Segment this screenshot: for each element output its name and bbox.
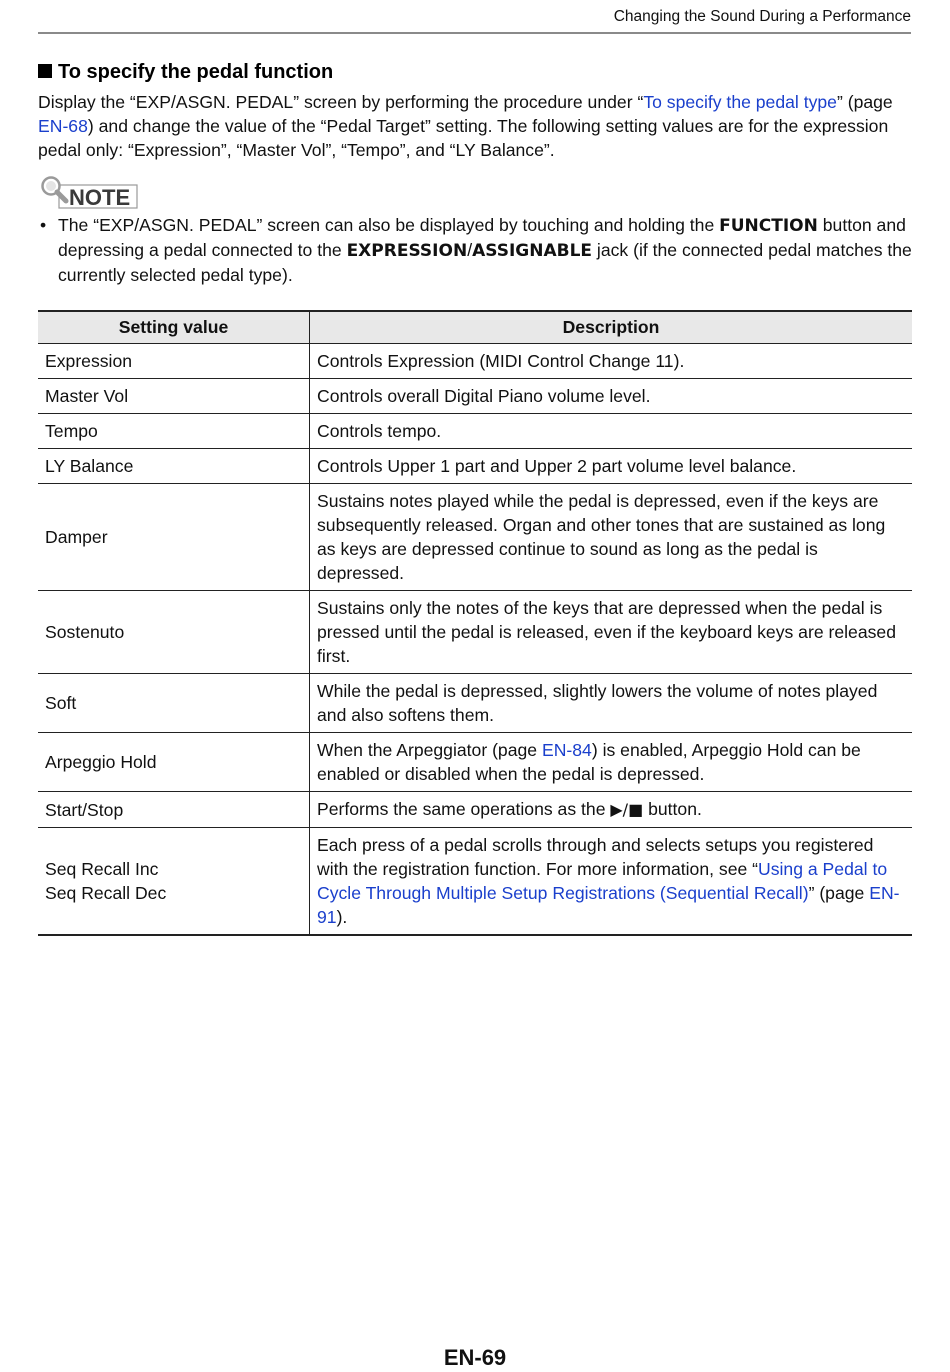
description-text: button. <box>643 799 702 819</box>
header-description: Description <box>310 311 913 344</box>
black-square-icon <box>38 64 52 78</box>
description-cell <box>310 733 913 792</box>
setting-cell: Expression <box>38 344 310 379</box>
setting-cell: LY Balance <box>38 449 310 484</box>
link-specify-pedal-type[interactable]: To specify the pedal type <box>643 92 837 112</box>
note-badge <box>39 176 139 210</box>
header-rule <box>38 32 911 34</box>
table-row <box>38 792 912 828</box>
table-row <box>38 414 912 449</box>
note-text-3: jack (if the connected pedal matches the currently selected pedal type). <box>58 240 912 285</box>
setting-cell: Arpeggio Hold <box>38 733 310 792</box>
table-row <box>38 591 912 674</box>
table-row <box>38 674 912 733</box>
link-page-en-84[interactable]: EN-84 <box>541 740 592 760</box>
assignable-jack-label: ASSIGNABLE <box>472 241 593 261</box>
setting-cell: Soft <box>38 674 310 733</box>
description-cell: While the pedal is depressed, slightly lowers the volume of notes played and also softens them. <box>310 674 913 733</box>
setting-cell: Start/Stop <box>38 792 310 828</box>
description-text: Performs the same operations as the <box>317 799 611 819</box>
description-cell: Controls Expression (MIDI Control Change 11). <box>310 344 913 379</box>
setting-seq-recall-dec: Seq Recall Dec <box>45 883 167 903</box>
note-bullet: • <box>40 215 47 235</box>
table-header-row <box>38 311 912 344</box>
link-page-en-68[interactable]: EN-68 <box>38 116 88 136</box>
table-row <box>38 344 912 379</box>
description-cell <box>310 792 913 828</box>
description-text: Each press of a pedal scrolls through and selects setups you registered with the registration function. For more information, see “ <box>317 835 874 879</box>
note-magnifier-icon <box>39 176 139 210</box>
jack-slash: / <box>467 240 473 260</box>
table-row <box>38 449 912 484</box>
header-setting-value: Setting value <box>38 311 310 344</box>
note-text-2: button and depressing a pedal connected to the <box>58 215 906 260</box>
description-text: ) is enabled, Arpeggio Hold can be enabled or disabled when the pedal is depressed. <box>317 740 861 784</box>
table-row <box>38 733 912 792</box>
setting-cell: Master Vol <box>38 379 310 414</box>
description-cell: Controls tempo. <box>310 414 913 449</box>
description-text: ). <box>336 907 348 927</box>
description-cell: Controls overall Digital Piano volume level. <box>310 379 913 414</box>
expression-jack-label: EXPRESSION <box>346 241 468 261</box>
setting-cell: Sostenuto <box>38 591 310 674</box>
intro-text-2: ” (page <box>836 92 893 112</box>
description-cell: Sustains notes played while the pedal is depressed, even if the keys are subsequently released. Organ and other tones that are sustained as long as keys are depressed continue to sound as long as the pedal is depressed. <box>310 484 913 591</box>
function-button-label: FUNCTION <box>719 216 818 236</box>
description-text: When the Arpeggiator (page <box>317 740 542 760</box>
note-text <box>58 213 914 287</box>
table-row <box>38 828 912 936</box>
setting-seq-recall-inc: Seq Recall Inc <box>45 859 159 879</box>
description-text: ” (page <box>808 883 870 903</box>
running-header-title: Changing the Sound During a Performance <box>613 8 911 25</box>
setting-cell: Tempo <box>38 414 310 449</box>
page-number: EN-69 <box>443 1345 507 1370</box>
table-row <box>38 484 912 591</box>
setting-cell: Damper <box>38 484 310 591</box>
intro-text-3: ) and change the value of the “Pedal Target” setting. The following setting values are for the expression pedal only: “Expression”, “Master Vol”, “Tempo”, and “LY Balance”. <box>38 116 889 160</box>
intro-paragraph <box>38 90 912 162</box>
play-stop-icon: ▶/■ <box>610 800 644 819</box>
intro-text-1: Display the “EXP/ASGN. PEDAL” screen by performing the procedure under “ <box>38 92 644 112</box>
note-badge-label: NOTE <box>69 185 131 210</box>
section-title <box>38 61 333 84</box>
table-row <box>38 379 912 414</box>
link-sequential-recall[interactable]: Using a Pedal to Cycle Through Multiple Setup Registrations (Sequential Recall) <box>317 859 888 903</box>
description-cell <box>310 828 913 936</box>
pedal-settings-table <box>38 310 912 936</box>
section-title-text: To specify the pedal function <box>58 61 334 83</box>
note-text-1: The “EXP/ASGN. PEDAL” screen can also be displayed by touching and holding the <box>58 215 720 235</box>
description-cell: Sustains only the notes of the keys that are depressed when the pedal is pressed until the pedal is released, even if the keyboard keys are released first. <box>310 591 913 674</box>
setting-cell <box>38 828 310 936</box>
link-page-en-91[interactable]: EN-91 <box>317 883 900 927</box>
description-cell: Controls Upper 1 part and Upper 2 part volume level balance. <box>310 449 913 484</box>
